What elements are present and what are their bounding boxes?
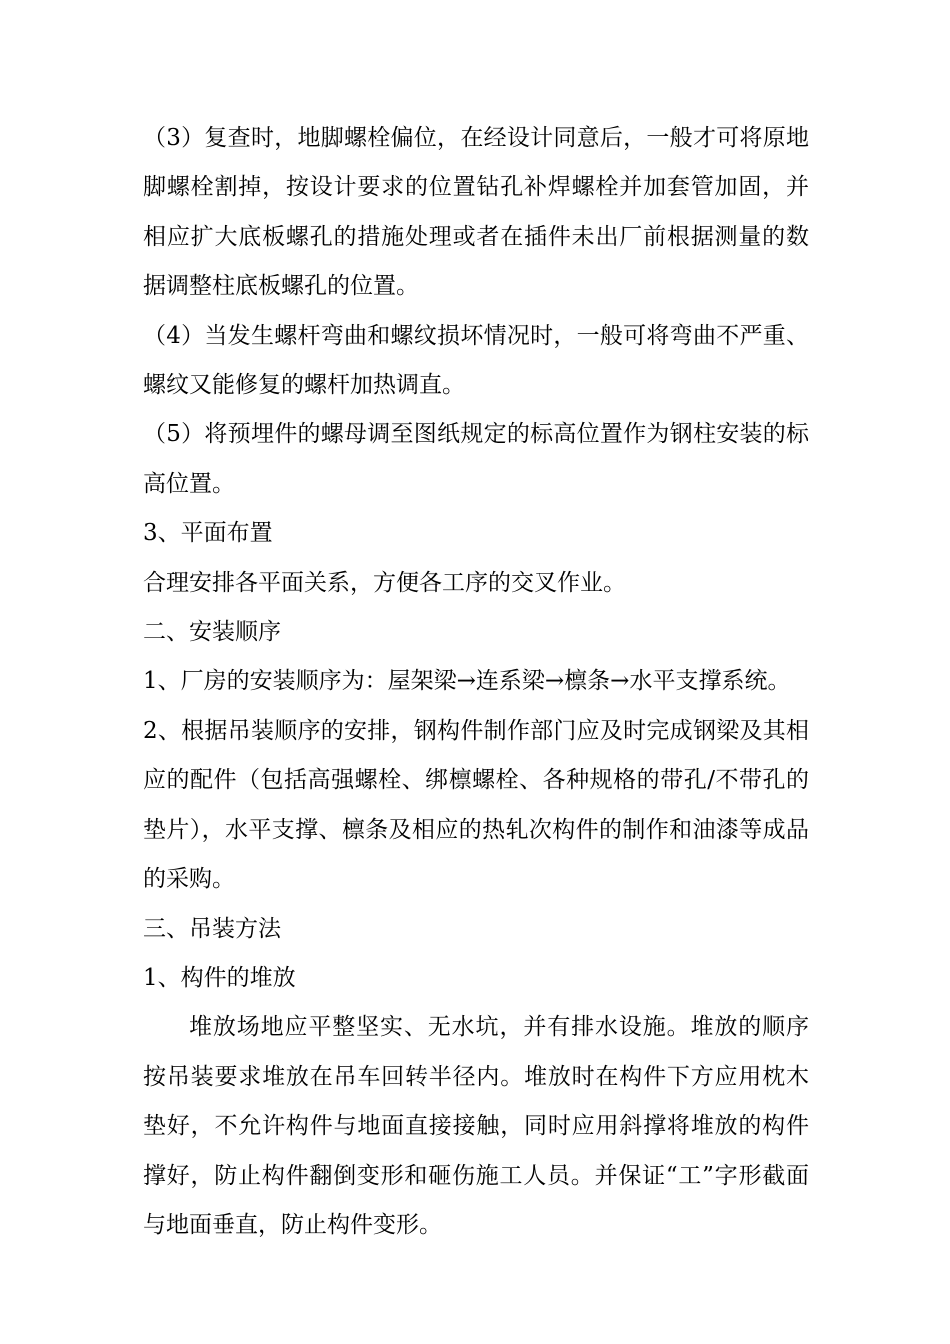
heading-hoisting-method: 三、吊装方法 [143, 915, 281, 942]
paragraph-hoisting-arrangement: 2、根据吊装顺序的安排，钢构件制作部门应及时完成钢梁及其相应的配件（包括高强螺栓、绑檩螺栓、各种规格的带孔/不带孔的垫片），水平支撑、檩条及相应的热轧次构件的制作和油漆等成品的采购。 [143, 717, 809, 893]
document-body [143, 114, 809, 1250]
paragraph-anchor-bolt-offset: （3）复查时，地脚螺栓偏位，在经设计同意后，一般才可将原地脚螺栓割掉，按设计要求的位置钻孔补焊螺栓并加套管加固，并相应扩大底板螺孔的措施处理或者在插件未出厂前根据测量的数据调整柱底板螺孔的位置。 [143, 125, 809, 300]
paragraph-embedded-nut: （5）将预埋件的螺母调至图纸规定的标高位置作为钢柱安装的标高位置。 [143, 421, 809, 497]
paragraph-stacking-site: 堆放场地应平整坚实、无水坑，并有排水设施。堆放的顺序按吊装要求堆放在吊车回转半径内。堆放时在构件下方应用枕木垫好，不允许构件与地面直接接触，同时应用斜撑将堆放的构件撑好，防止构件翻倒变形和砸伤施工人员。并保证“工”字形截面与地面垂直，防止构件变形。 [143, 1014, 809, 1238]
heading-plan-layout: 3、平面布置 [143, 520, 273, 547]
heading-install-sequence: 二、安装顺序 [143, 619, 281, 646]
paragraph-install-order: 1、厂房的安装顺序为：屋架梁→连系梁→檩条→水平支撑系统。 [143, 668, 791, 695]
heading-component-stacking: 1、构件的堆放 [143, 964, 296, 991]
paragraph-bolt-bending: （4）当发生螺杆弯曲和螺纹损坏情况时，一般可将弯曲不严重、螺纹又能修复的螺杆加热调直。 [143, 322, 809, 399]
paragraph-plan-layout: 合理安排各平面关系，方便各工序的交叉作业。 [143, 569, 626, 596]
